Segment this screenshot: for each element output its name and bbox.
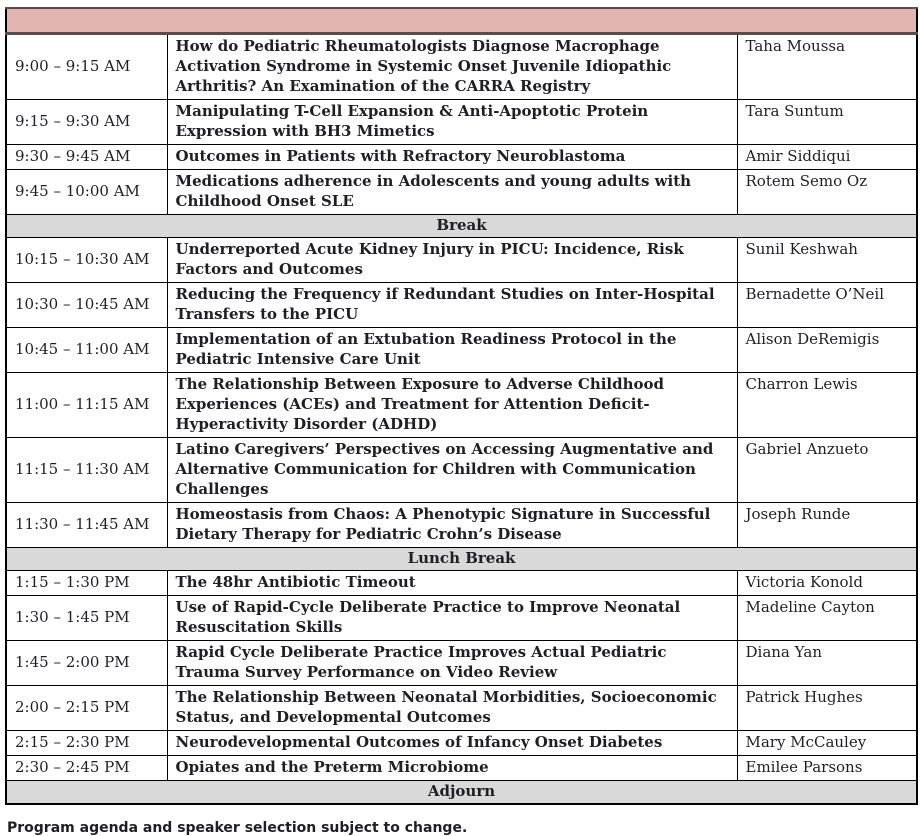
session-title: The Relationship Between Neonatal Morbidities, Socioeconomic Status, and Developmental Outcomes (167, 686, 737, 731)
session-row (6, 641, 917, 686)
footnote: Program agenda and speaker selection subject to change. (7, 820, 468, 836)
session-time: 1:30 – 1:45 PM (6, 596, 167, 641)
session-speaker: Amir Siddiqui (737, 145, 917, 170)
agenda-table (5, 7, 918, 805)
session-speaker: Taha Moussa (737, 34, 917, 100)
session-time: 1:45 – 2:00 PM (6, 641, 167, 686)
session-row (6, 571, 917, 596)
break-label: Lunch Break (6, 548, 917, 571)
break-label: Break (6, 215, 917, 238)
session-row (6, 503, 917, 548)
session-speaker: Charron Lewis (737, 373, 917, 438)
session-time: 11:00 – 11:15 AM (6, 373, 167, 438)
session-row (6, 283, 917, 328)
session-row (6, 238, 917, 283)
session-time: 10:45 – 11:00 AM (6, 328, 167, 373)
session-time: 2:00 – 2:15 PM (6, 686, 167, 731)
session-title: How do Pediatric Rheumatologists Diagnose Macrophage Activation Syndrome in Systemic Onset Juvenile Idiopathic Arthritis? An Examination of the CARRA Registry (167, 34, 737, 100)
agenda-table-body (6, 8, 917, 804)
session-time: 11:15 – 11:30 AM (6, 438, 167, 503)
session-row (6, 731, 917, 756)
session-title: Use of Rapid-Cycle Deliberate Practice to Improve Neonatal Resuscitation Skills (167, 596, 737, 641)
session-speaker: Sunil Keshwah (737, 238, 917, 283)
session-speaker: Mary McCauley (737, 731, 917, 756)
session-row (6, 145, 917, 170)
session-title: Latino Caregivers’ Perspectives on Accessing Augmentative and Alternative Communication for Children with Communication Challenges (167, 438, 737, 503)
session-speaker: Bernadette O’Neil (737, 283, 917, 328)
session-speaker: Emilee Parsons (737, 756, 917, 781)
session-title: Implementation of an Extubation Readiness Protocol in the Pediatric Intensive Care Unit (167, 328, 737, 373)
session-time: 9:00 – 9:15 AM (6, 34, 167, 100)
session-speaker: Tara Suntum (737, 100, 917, 145)
session-speaker: Diana Yan (737, 641, 917, 686)
session-speaker: Victoria Konold (737, 571, 917, 596)
session-speaker: Rotem Semo Oz (737, 170, 917, 215)
session-title: Homeostasis from Chaos: A Phenotypic Signature in Successful Dietary Therapy for Pediatric Crohn’s Disease (167, 503, 737, 548)
session-title: Opiates and the Preterm Microbiome (167, 756, 737, 781)
session-title: Underreported Acute Kidney Injury in PICU: Incidence, Risk Factors and Outcomes (167, 238, 737, 283)
session-row (6, 328, 917, 373)
session-speaker: Patrick Hughes (737, 686, 917, 731)
session-time: 10:30 – 10:45 AM (6, 283, 167, 328)
session-row (6, 34, 917, 100)
session-speaker: Joseph Runde (737, 503, 917, 548)
session-time: 9:15 – 9:30 AM (6, 100, 167, 145)
session-title: Neurodevelopmental Outcomes of Infancy Onset Diabetes (167, 731, 737, 756)
session-time: 1:15 – 1:30 PM (6, 571, 167, 596)
session-title: Medications adherence in Adolescents and young adults with Childhood Onset SLE (167, 170, 737, 215)
session-title: Outcomes in Patients with Refractory Neuroblastoma (167, 145, 737, 170)
session-row (6, 170, 917, 215)
session-title: The 48hr Antibiotic Timeout (167, 571, 737, 596)
session-row (6, 100, 917, 145)
session-title: Reducing the Frequency if Redundant Studies on Inter-Hospital Transfers to the PICU (167, 283, 737, 328)
session-time: 2:30 – 2:45 PM (6, 756, 167, 781)
session-time: 2:15 – 2:30 PM (6, 731, 167, 756)
break-label: Adjourn (6, 781, 917, 805)
session-time: 9:30 – 9:45 AM (6, 145, 167, 170)
session-speaker: Gabriel Anzueto (737, 438, 917, 503)
table-header-band (6, 8, 917, 34)
session-row (6, 596, 917, 641)
session-row (6, 373, 917, 438)
session-row (6, 686, 917, 731)
session-title: The Relationship Between Exposure to Adverse Childhood Experiences (ACEs) and Treatment for Attention Deficit-Hyperactivity Disorder (ADHD) (167, 373, 737, 438)
session-title: Rapid Cycle Deliberate Practice Improves Actual Pediatric Trauma Survey Performance on Video Review (167, 641, 737, 686)
session-speaker: Madeline Cayton (737, 596, 917, 641)
break-row (6, 781, 917, 805)
table-header-row (6, 8, 917, 34)
session-time: 10:15 – 10:30 AM (6, 238, 167, 283)
session-title: Manipulating T-Cell Expansion & Anti-Apoptotic Protein Expression with BH3 Mimetics (167, 100, 737, 145)
session-time: 11:30 – 11:45 AM (6, 503, 167, 548)
session-time: 9:45 – 10:00 AM (6, 170, 167, 215)
break-row (6, 215, 917, 238)
session-row (6, 438, 917, 503)
break-row (6, 548, 917, 571)
session-speaker: Alison DeRemigis (737, 328, 917, 373)
session-row (6, 756, 917, 781)
